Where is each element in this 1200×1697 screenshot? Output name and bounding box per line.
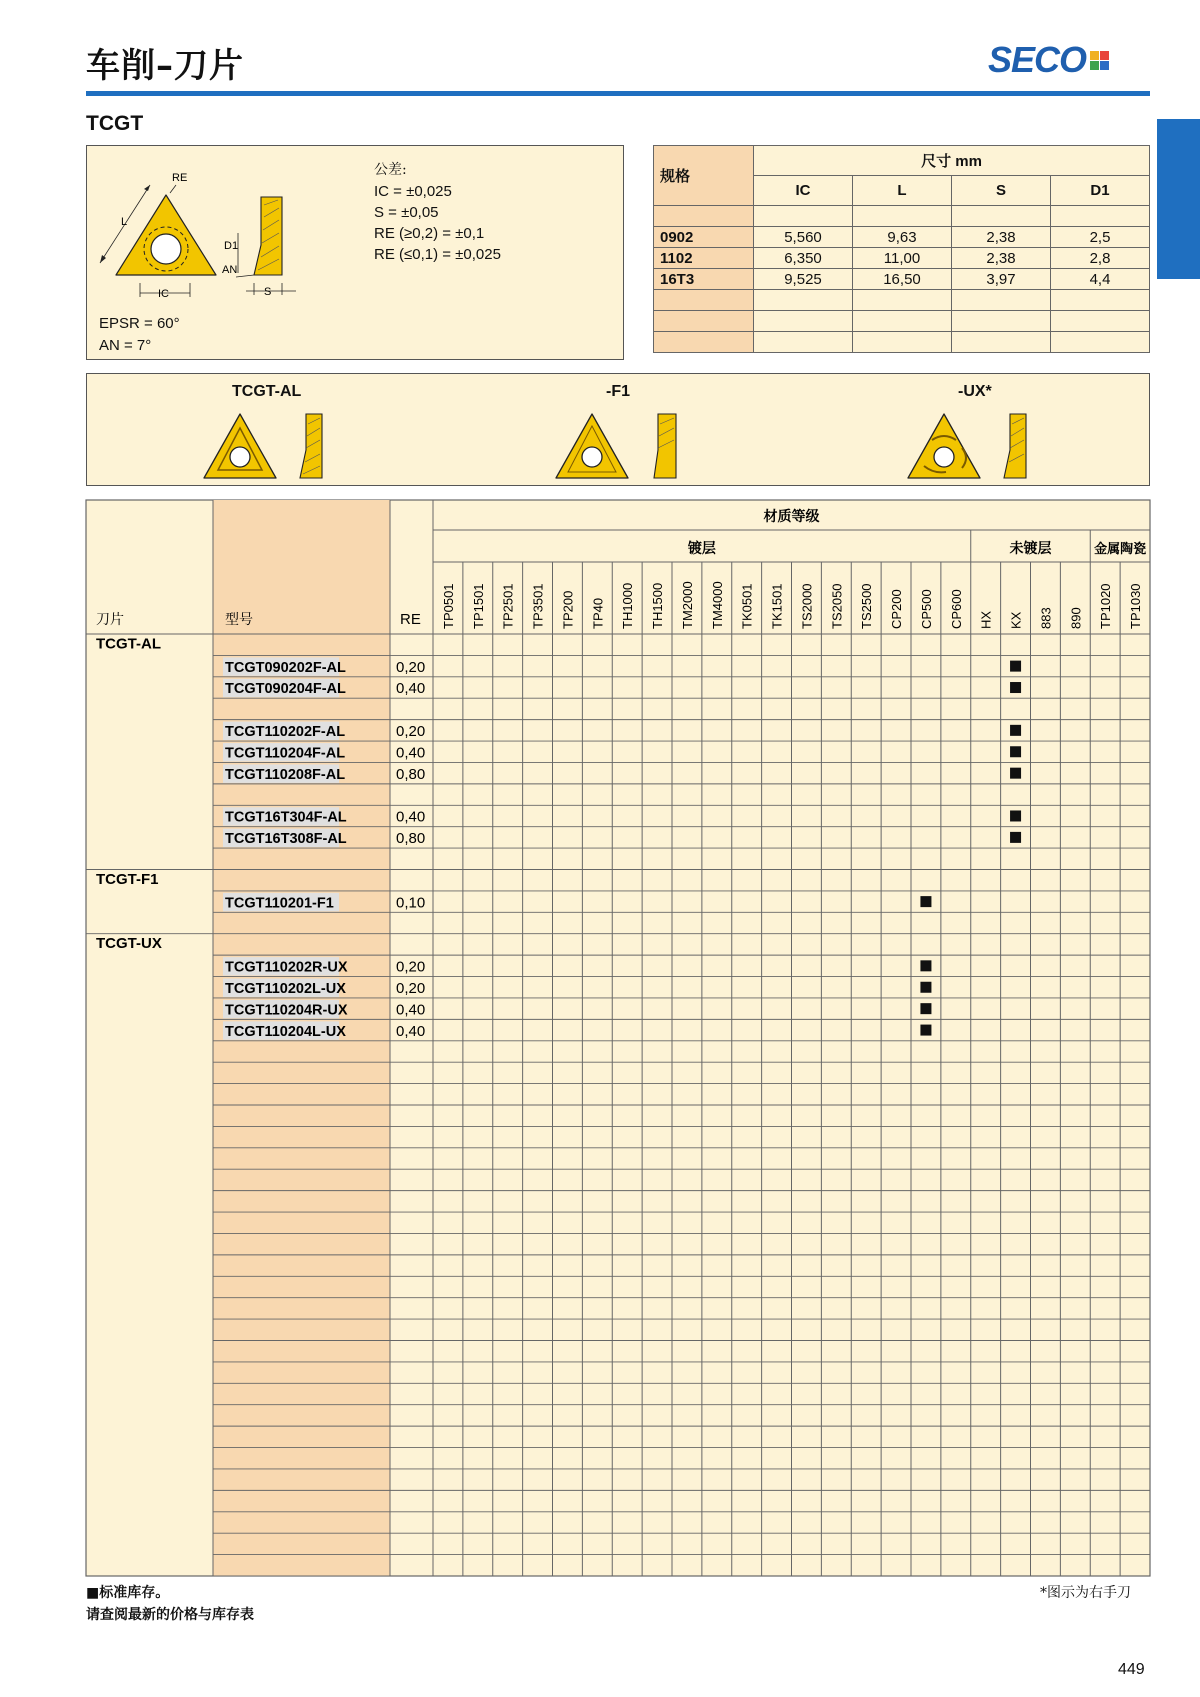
group-coated: 镀层 — [687, 540, 716, 556]
stock-marker — [1010, 746, 1021, 757]
stock-marker — [920, 896, 931, 907]
tolerance-heading: 公差: — [374, 162, 407, 178]
family-label: TCGT-UX — [96, 935, 162, 953]
model-code: TCGT110204R-UX — [225, 1002, 348, 1019]
tolerance-line: IC = ±0,025 — [374, 183, 452, 200]
re-value: 0,20 — [396, 979, 426, 997]
re-value: 0,40 — [396, 808, 426, 826]
dim-col-s: S — [952, 176, 1051, 206]
grade-label: TK0501 — [739, 583, 755, 629]
stock-marker — [920, 1025, 931, 1036]
variant-label-al: TCGT-AL — [232, 383, 302, 400]
model-code: TCGT110204L-UX — [225, 1023, 346, 1040]
l-label: L — [121, 216, 128, 228]
stock-marker — [1010, 768, 1021, 779]
grade-label: 883 — [1038, 607, 1054, 629]
grade-label: TP3501 — [530, 583, 546, 629]
model-code: TCGT110201-F1 — [225, 895, 334, 912]
model-code: TCGT090202F-AL — [225, 659, 346, 676]
grade-label: CP500 — [918, 589, 934, 629]
header-insert: 刀片 — [96, 611, 124, 627]
grade-label: TP2501 — [500, 583, 516, 629]
spec-cell: 1102 — [654, 248, 754, 269]
header-model: 型号 — [225, 611, 253, 627]
price-note: 请查阅最新的价格与库存表 — [86, 1607, 254, 1623]
grade-label: TP1030 — [1128, 583, 1144, 629]
logo-text: SECO — [988, 39, 1087, 80]
table-row: 16T3 9,525 16,50 3,97 4,4 — [654, 269, 1150, 290]
dim-col-d1: D1 — [1051, 176, 1150, 206]
spec-header: 规格 — [654, 146, 754, 206]
re-value: 0,20 — [396, 723, 426, 741]
stock-marker — [1010, 661, 1021, 672]
section-label: TCGT — [86, 112, 144, 135]
grade-label: 890 — [1068, 607, 1084, 629]
grade-label: CP600 — [948, 589, 964, 629]
d1-label: D1 — [224, 240, 239, 252]
an-label: AN — [222, 264, 238, 276]
spec-cell: 16T3 — [654, 269, 754, 290]
group-uncoated: 未镀层 — [1009, 540, 1052, 556]
re-value: 0,40 — [396, 680, 426, 698]
tolerance-line: S = ±0,05 — [374, 204, 439, 221]
grade-label: TS2000 — [799, 583, 815, 629]
grade-label: TP40 — [590, 597, 606, 629]
stock-marker — [1010, 682, 1021, 693]
variant-label-ux: -UX* — [958, 383, 992, 400]
re-value: 0,20 — [396, 658, 426, 676]
re-value: 0,40 — [396, 1022, 426, 1040]
stock-marker — [1010, 725, 1021, 736]
stock-marker — [920, 1003, 931, 1014]
re-value: 0,80 — [396, 765, 426, 783]
stock-marker — [920, 982, 931, 993]
group-cermet: 金属陶瓷 — [1094, 541, 1147, 556]
tolerance-line: RE (≥0,2) = ±0,1 — [374, 225, 485, 242]
family-label: TCGT-F1 — [96, 870, 159, 888]
re-value: 0,10 — [396, 894, 426, 912]
stock-marker — [1010, 810, 1021, 821]
dims-group-header: 尺寸 mm — [754, 146, 1150, 176]
grade-label: TM4000 — [709, 581, 725, 629]
right-hand-note: *图示为右手刀 — [1040, 1585, 1131, 1601]
family-label: TCGT-AL — [96, 635, 161, 653]
grade-label: HX — [978, 610, 994, 629]
variant-label-f1: -F1 — [606, 383, 630, 400]
re-value: 0,40 — [396, 1001, 426, 1019]
model-code: TCGT110208F-AL — [225, 766, 346, 783]
model-code: TCGT16T304F-AL — [225, 809, 347, 826]
model-code: TCGT16T308F-AL — [225, 831, 347, 848]
grade-label: TP1020 — [1098, 583, 1114, 629]
re-value: 0,40 — [396, 744, 426, 762]
page-title: 车削–刀片 — [86, 46, 244, 86]
spec-cell: 0902 — [654, 227, 754, 248]
s-label: S — [264, 286, 272, 298]
re-value: 0,20 — [396, 958, 426, 976]
re-value: 0,80 — [396, 830, 426, 848]
model-code: TCGT110202F-AL — [225, 724, 346, 741]
dim-col-l: L — [853, 176, 952, 206]
model-code: TCGT110202R-UX — [225, 959, 348, 976]
model-code: TCGT110204F-AL — [225, 745, 346, 762]
grade-label: TH1500 — [650, 582, 666, 629]
table-row: 1102 6,350 11,00 2,38 2,8 — [654, 248, 1150, 269]
grade-label: TH1000 — [620, 582, 636, 629]
grade-label: TP1501 — [470, 583, 486, 629]
re-label: RE — [172, 172, 188, 184]
grade-label: CP200 — [889, 589, 905, 629]
grade-label: TS2500 — [859, 583, 875, 629]
table-row: 0902 5,560 9,63 2,38 2,5 — [654, 227, 1150, 248]
stock-marker — [920, 960, 931, 971]
grade-label: TS2050 — [829, 583, 845, 629]
epsr-value: EPSR = 60° — [99, 315, 180, 332]
model-code: TCGT110202L-UX — [225, 980, 346, 997]
header-grades: 材质等级 — [763, 508, 820, 524]
stock-legend: ■标准库存。 — [86, 1585, 170, 1601]
grade-label: TP200 — [560, 590, 576, 629]
stock-marker — [1010, 832, 1021, 843]
an-value: AN = 7° — [99, 337, 152, 354]
grade-label: TM2000 — [679, 581, 695, 629]
dim-col-ic: IC — [754, 176, 853, 206]
ic-label: IC — [158, 288, 169, 300]
grade-label: KX — [1008, 611, 1024, 629]
grade-label: TP0501 — [440, 583, 456, 629]
header-re: RE — [400, 611, 421, 628]
tolerance-line: RE (≤0,1) = ±0,025 — [374, 246, 501, 263]
grade-label: TK1501 — [769, 583, 785, 629]
page-number: 449 — [1118, 1661, 1145, 1678]
model-code: TCGT090204F-AL — [225, 681, 346, 698]
footer-notes — [86, 1582, 254, 1626]
